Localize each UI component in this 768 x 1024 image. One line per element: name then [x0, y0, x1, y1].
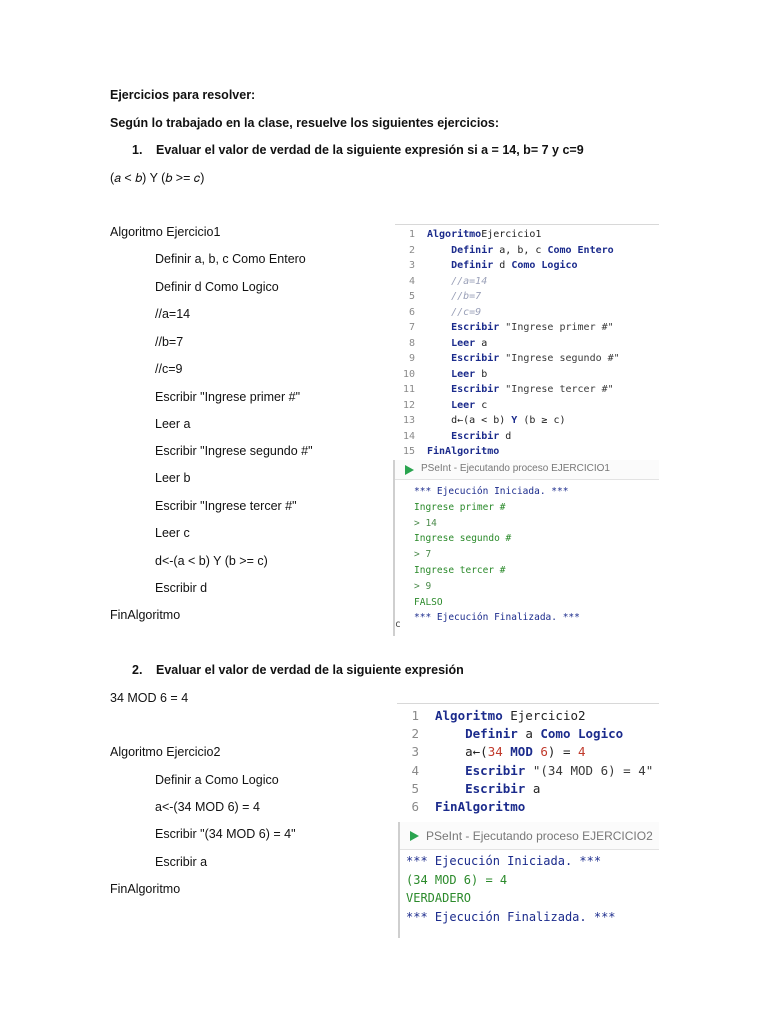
algo1-line: Escribir "Ingrese tercer #"	[155, 499, 297, 513]
code-line	[395, 431, 659, 447]
console-line: Ingrese segundo #	[414, 533, 512, 545]
line-number: 11	[402, 384, 415, 395]
algo1-line: //c=9	[155, 362, 183, 376]
code-token: "Ingrese primer #"	[499, 322, 614, 333]
code-text	[427, 276, 487, 287]
code-token	[427, 338, 451, 349]
code-line	[397, 763, 659, 781]
line-number: 6	[411, 798, 419, 814]
console-line: FALSO	[414, 596, 443, 608]
code-token	[435, 763, 465, 778]
code-token	[427, 369, 451, 380]
algo2-line: Algoritmo Ejercicio2	[110, 745, 221, 759]
code-line	[397, 781, 659, 799]
line-number: 12	[402, 399, 415, 411]
algo2-line: Definir a Como Logico	[155, 773, 279, 787]
code-editor-ejercicio1	[395, 224, 659, 462]
code-token: Como Entero	[547, 244, 614, 256]
code-token: Definir	[451, 244, 494, 256]
console-line: VERDADERO	[406, 891, 472, 905]
code-token	[427, 431, 451, 442]
console-line: Ingrese tercer #	[414, 564, 506, 576]
algo2-line: FinAlgoritmo	[110, 882, 181, 896]
code-text	[427, 384, 614, 395]
line-number: 1	[411, 708, 419, 723]
code-token: FinAlgoritmo	[435, 798, 526, 814]
code-token: 4	[578, 744, 586, 760]
code-text	[427, 229, 541, 240]
code-token: 34	[487, 744, 503, 760]
code-token: Ejercicio2	[502, 708, 586, 723]
code-token: Escribir	[451, 384, 500, 395]
code-line	[397, 799, 659, 817]
console-titlebar	[395, 460, 659, 480]
console-title: PSeInt - Ejecutando proceso EJERCICIO2	[426, 829, 653, 843]
algo1-line: Escribir d	[155, 581, 208, 595]
code-text	[427, 400, 487, 411]
code-token: Y	[511, 415, 518, 426]
algo2-line: a<-(34 MOD 6) = 4	[155, 800, 260, 814]
algo1-line: d<-(a < b) Y (b >= c)	[155, 554, 268, 568]
code-line	[395, 338, 659, 354]
code-line	[395, 353, 659, 369]
code-token: Algoritmo	[435, 708, 503, 723]
algo1-line: Definir d Como Logico	[155, 280, 279, 294]
code-token: Como Logico	[540, 726, 624, 742]
code-token: Como Logico	[511, 260, 578, 271]
line-number: 1	[408, 229, 415, 240]
code-token	[427, 291, 451, 302]
code-text	[427, 322, 614, 333]
code-token: Escribir	[465, 762, 526, 778]
code-text	[427, 245, 614, 256]
code-token	[427, 384, 451, 395]
code-token: c	[475, 399, 488, 411]
code-line	[397, 726, 659, 744]
code-token	[435, 726, 465, 741]
console-line: *** Ejecución Finalizada. ***	[406, 909, 616, 924]
console-window-ejercicio1	[393, 460, 659, 636]
question-1	[132, 142, 584, 158]
line-number: 4	[411, 762, 419, 778]
code-line	[395, 245, 659, 261]
question-1-expression: (𝑎 < 𝑏) Y (𝑏 >= 𝑐)	[110, 171, 205, 185]
question-1-number: 1.	[132, 143, 143, 157]
code-line	[395, 384, 659, 400]
code-token: b	[475, 368, 488, 380]
line-number: 9	[408, 353, 415, 364]
doc-heading: Ejercicios para resolver:	[110, 88, 256, 102]
code-token: //c=9	[451, 306, 482, 318]
doc-intro: Según lo trabajado en la clase, resuelve los siguientes ejercicios:	[110, 116, 500, 130]
question-2-text: Evaluar el valor de verdad de la siguiente expresión	[156, 663, 464, 677]
console-line: > 9	[414, 580, 432, 592]
algo1-line: Leer a	[155, 417, 191, 431]
code-token: (b ≥ c)	[517, 415, 566, 426]
console-title: PSeInt - Ejecutando proceso EJERCICIO1	[421, 463, 610, 474]
code-text	[427, 338, 487, 349]
line-number: 14	[402, 430, 415, 442]
code-token: Ejercicio1	[481, 229, 542, 240]
code-token: //a=14	[451, 275, 488, 287]
code-line	[395, 415, 659, 431]
question-2-number: 2.	[132, 663, 143, 677]
algo1-line: Leer b	[155, 471, 191, 485]
line-number: 2	[408, 244, 415, 256]
code-token	[427, 260, 451, 271]
algo1-line: Escribir "Ingrese primer #"	[155, 390, 301, 404]
code-token: Leer	[451, 368, 476, 380]
code-text	[427, 291, 481, 302]
code-line	[395, 369, 659, 385]
line-number: 5	[408, 291, 415, 302]
code-token: Leer	[451, 399, 476, 411]
code-line	[395, 291, 659, 307]
code-token	[427, 307, 451, 318]
line-number: 3	[411, 744, 419, 760]
code-lines	[395, 229, 659, 462]
algo2-line: Escribir "(34 MOD 6) = 4"	[155, 827, 296, 841]
code-token: d	[499, 430, 512, 442]
code-token: Algoritmo	[427, 229, 482, 240]
algo1-line: FinAlgoritmo	[110, 608, 181, 622]
code-token: Escribir	[451, 430, 500, 442]
code-text	[427, 431, 511, 442]
code-token: Leer	[451, 337, 476, 349]
pseint-logo-icon	[410, 831, 419, 841]
line-number: 4	[408, 275, 415, 287]
code-line	[395, 322, 659, 338]
code-token: a	[475, 337, 488, 349]
code-line	[397, 744, 659, 762]
console-output	[400, 850, 659, 928]
console-cursor-char: c	[395, 619, 401, 630]
code-text	[435, 726, 623, 741]
line-number: 7	[408, 322, 415, 333]
console-line: *** Ejecución Iniciada. ***	[406, 854, 602, 868]
code-token: d	[493, 260, 512, 271]
code-token: Escribir	[465, 780, 526, 796]
code-token: FinAlgoritmo	[427, 446, 500, 457]
code-line	[395, 260, 659, 276]
code-token: MOD	[502, 744, 541, 760]
code-line	[395, 276, 659, 292]
algo1-line: Algoritmo Ejercicio1	[110, 225, 221, 239]
line-number: 8	[408, 337, 415, 349]
code-line	[395, 307, 659, 323]
algo1-line: //b=7	[155, 335, 184, 349]
code-text	[435, 708, 586, 723]
code-token: a	[525, 780, 541, 796]
line-number: 10	[402, 368, 415, 380]
line-number: 13	[402, 415, 415, 426]
line-number: 15	[402, 446, 415, 457]
code-token	[427, 245, 451, 256]
code-editor-ejercicio2	[397, 703, 659, 813]
code-line	[395, 229, 659, 245]
code-token: //b=7	[451, 291, 482, 302]
algo1-line: Definir a, b, c Como Entero	[155, 252, 306, 266]
code-text	[427, 260, 578, 271]
code-token: Escribir	[451, 353, 500, 364]
line-number: 2	[411, 726, 419, 742]
line-number: 5	[411, 780, 419, 796]
code-token: a←(	[435, 744, 488, 760]
code-token	[427, 276, 451, 287]
code-token: Escribir	[451, 322, 500, 333]
code-token: "Ingrese segundo #"	[499, 353, 620, 364]
console-titlebar	[400, 822, 659, 850]
code-text	[435, 799, 525, 814]
code-text	[427, 307, 481, 318]
console-line: > 7	[414, 549, 432, 561]
question-2-expression: 34 MOD 6 = 4	[110, 691, 189, 705]
question-2	[132, 662, 464, 678]
code-lines	[397, 708, 659, 817]
code-token: Definir	[465, 726, 518, 742]
code-token: 6	[540, 744, 548, 760]
code-token: ) =	[547, 744, 579, 760]
code-text	[435, 781, 540, 796]
code-token	[427, 400, 451, 411]
code-text	[427, 369, 487, 380]
code-token: a, b, c	[493, 244, 548, 256]
code-text	[427, 446, 499, 457]
pseint-logo-icon	[405, 465, 414, 475]
console-line: *** Ejecución Finalizada. ***	[414, 612, 580, 624]
code-text	[435, 763, 653, 778]
code-token	[435, 781, 465, 796]
code-token: "Ingrese tercer #"	[499, 384, 614, 395]
console-line: Ingrese primer #	[414, 501, 506, 513]
console-line: *** Ejecución Iniciada. ***	[414, 486, 569, 497]
algo1-line: Leer c	[155, 526, 190, 540]
console-window-ejercicio2	[398, 822, 659, 938]
code-token	[427, 322, 451, 333]
code-text	[427, 415, 566, 426]
code-line	[397, 708, 659, 726]
code-text	[427, 353, 620, 364]
code-text	[435, 744, 586, 759]
code-line	[395, 400, 659, 416]
console-line: (34 MOD 6) = 4	[406, 872, 508, 887]
console-output	[395, 480, 659, 628]
code-token	[427, 353, 451, 364]
algo2-line: Escribir a	[155, 855, 208, 869]
algo1-line: Escribir "Ingrese segundo #"	[155, 444, 313, 458]
code-token: Definir	[451, 260, 494, 271]
code-token: "(34 MOD 6) = 4"	[525, 762, 654, 778]
code-token: a	[517, 726, 541, 742]
question-1-text: Evaluar el valor de verdad de la siguiente expresión si a = 14, b= 7 y c=9	[156, 143, 584, 157]
line-number: 6	[408, 306, 415, 318]
line-number: 3	[408, 260, 415, 271]
algo1-line: //a=14	[155, 307, 191, 321]
code-token: d←(a < b)	[427, 415, 512, 426]
console-line: > 14	[414, 517, 437, 529]
